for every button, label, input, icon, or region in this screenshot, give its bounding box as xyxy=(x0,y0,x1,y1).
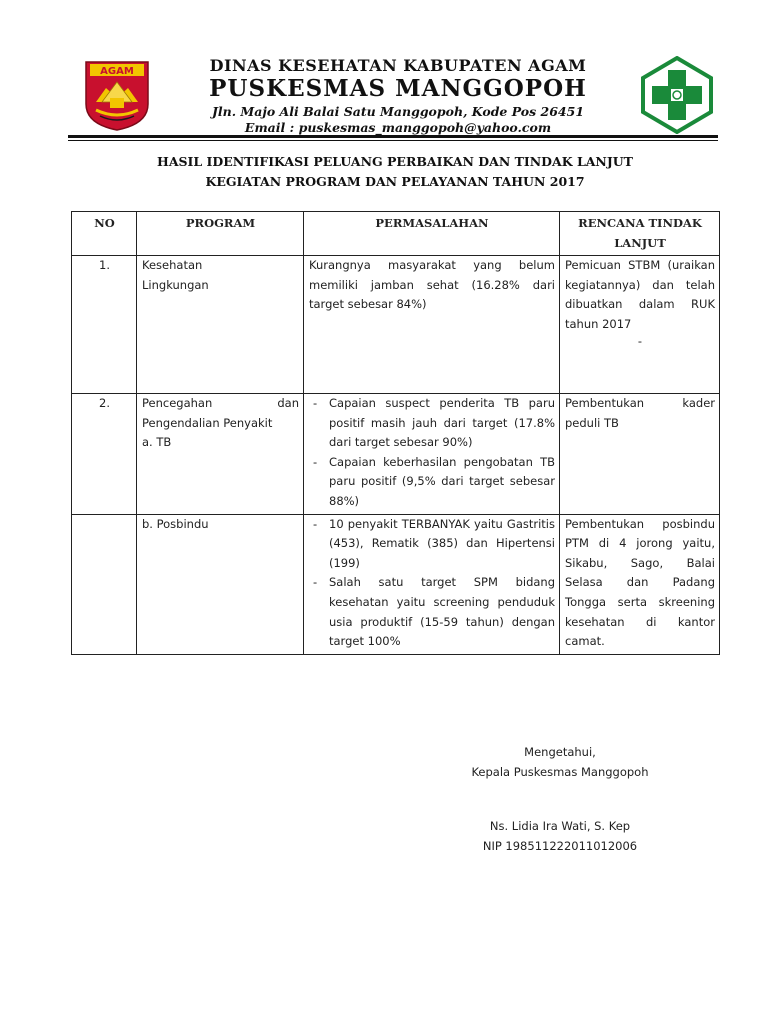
document-title-line-1: HASIL IDENTIFIKASI PELUANG PERBAIKAN DAN TINDAK LANJUT xyxy=(157,154,633,169)
institution-name: PUSKESMAS MANGGOPOH xyxy=(209,75,587,102)
program-cell xyxy=(137,514,304,654)
row-number: 2. xyxy=(72,394,137,515)
document-title xyxy=(70,152,720,192)
permasalahan-cell xyxy=(304,394,560,515)
list-item: - Capaian keberhasilan pengobatan TB paru positif (9,5% dari target sebesar 88%) xyxy=(309,453,555,512)
table-row xyxy=(72,394,720,515)
agency-name: DINAS KESEHATAN KABUPATEN AGAM xyxy=(209,56,587,75)
permasalahan-cell xyxy=(304,514,560,654)
list-item: - Salah satu target SPM bidang kesehatan yaitu screening penduduk usia produktif (15-59 tahun) dengan target 100% xyxy=(309,573,555,651)
program-line: b. Posbindu xyxy=(142,516,209,531)
document-title-line-2: KEGIATAN PROGRAM DAN PELAYANAN TAHUN 2017 xyxy=(205,174,585,189)
institution-address: Jln. Majo Ali Balai Satu Manggopoh, Kode Pos 26451 xyxy=(211,104,585,119)
rencana-dash: - xyxy=(637,334,643,349)
header-program: PROGRAM xyxy=(137,212,304,256)
rencana-cell xyxy=(560,256,720,394)
identification-table xyxy=(71,211,720,655)
list-item: - 10 penyakit TERBANYAK yaitu Gastritis (453), Rematik (385) dan Hipertensi (199) xyxy=(309,515,555,574)
rencana-cell: Pembentukan posbindu PTM di 4 jorong yaitu, Sikabu, Sago, Balai Selasa dan Padang Tongga serta skreening kesehatan di kantor camat. xyxy=(560,514,720,654)
header-rencana xyxy=(560,212,720,256)
crest-text: AGAM xyxy=(100,66,134,77)
program-cell xyxy=(137,256,304,394)
institution-email: Email : puskesmas_manggopoh@yahoo.com xyxy=(244,120,552,135)
permasalahan-list xyxy=(309,394,555,512)
acknowledged-label: Mengetahui, xyxy=(524,745,596,759)
letterhead xyxy=(160,56,636,136)
table-header-row xyxy=(72,212,720,256)
agam-regency-crest-icon xyxy=(82,58,152,132)
letterhead-rule-thin xyxy=(68,140,718,141)
permasalahan-list xyxy=(309,515,555,652)
puskesmas-cross-icon xyxy=(638,56,716,134)
header-rencana-line-2: LANJUT xyxy=(614,236,666,250)
letterhead-rule-thick xyxy=(68,135,718,138)
header-permasalahan: PERMASALAHAN xyxy=(304,212,560,256)
rencana-text: Pemicuan STBM (uraikan kegiatannya) dan telah dibuatkan dalam RUK tahun 2017 xyxy=(565,258,715,331)
program-line: a. TB xyxy=(142,435,172,450)
row-number: 1. xyxy=(72,256,137,394)
table-row xyxy=(72,256,720,394)
header-rencana-line-1: RENCANA TINDAK xyxy=(578,216,702,230)
permasalahan-cell: Kurangnya masyarakat yang belum memiliki jamban sehat (16.28% dari target sebesar 84%) xyxy=(304,256,560,394)
signatory-position: Kepala Puskesmas Manggopoh xyxy=(471,765,649,779)
row-number xyxy=(72,514,137,654)
header-no: NO xyxy=(72,212,137,256)
list-item: - Capaian suspect penderita TB paru positif masih jauh dari target (17.8% dari target sebesar 90%) xyxy=(309,394,555,453)
program-line: Kesehatan xyxy=(142,258,203,272)
rencana-cell: Pembentukan kader peduli TB xyxy=(560,394,720,515)
signatory-name: Ns. Lidia Ira Wati, S. Kep xyxy=(489,819,631,833)
signature-block xyxy=(420,742,700,856)
program-line: Pencegahan dan Pengendalian Penyakit xyxy=(142,396,299,430)
signature-space xyxy=(420,782,700,816)
program-cell xyxy=(137,394,304,515)
table-row xyxy=(72,514,720,654)
program-line: Lingkungan xyxy=(142,277,209,292)
signatory-nip: NIP 198511222011012006 xyxy=(482,839,638,853)
